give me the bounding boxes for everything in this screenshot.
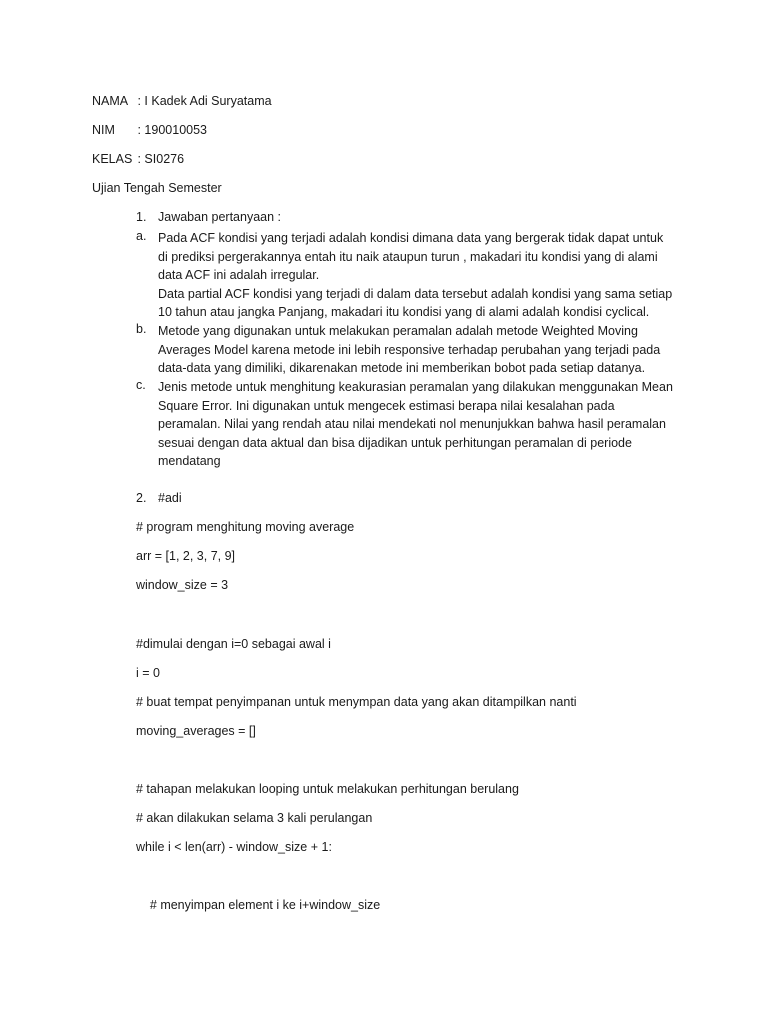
answer-b-text (158, 322, 718, 378)
answer-a-marker: a. (136, 229, 147, 243)
nim-label: NIM (92, 123, 115, 137)
answer-b-marker: b. (136, 322, 147, 336)
q1-number: 1. (136, 210, 147, 224)
code-line: while i < len(arr) - window_size + 1: (136, 840, 332, 854)
q2-title: #adi (158, 491, 182, 505)
q1-title: Jawaban pertanyaan : (158, 210, 282, 224)
answer-c-line: Jenis metode untuk menghitung keakurasian peramalan yang dilakukan menggunakan Mean (158, 380, 673, 394)
code-comment: #dimulai dengan i=0 sebagai awal i (136, 637, 331, 651)
answer-c-line: Square Error. Ini digunakan untuk mengecek estimasi berapa nilai kesalahan pada (158, 398, 615, 413)
nama-value: : I Kadek Adi Suryatama (137, 94, 272, 108)
answer-b-line: Metode yang digunakan untuk melakukan peramalan adalah metode Weighted Moving (158, 324, 638, 338)
answer-a-line: Pada ACF kondisi yang terjadi adalah kondisi dimana data yang bergerak tidak dapat untuk (158, 231, 664, 245)
nim-value: : 190010053 (137, 123, 207, 137)
answer-a-line: 10 tahun atau jangka Panjang, makadari itu kondisi yang di alami adalah kondisi cyclical. (158, 305, 650, 320)
answer-c-marker: c. (136, 378, 146, 392)
exam-title: Ujian Tengah Semester (92, 181, 222, 195)
code-comment: # buat tempat penyimpanan untuk menympan data yang akan ditampilkan nanti (136, 695, 577, 709)
kelas-value: : SI0276 (137, 152, 185, 166)
answer-c-line: sesuai dengan data aktual dan bisa dijadikan untuk perhitungan peramalan di periode (158, 435, 632, 450)
code-comment: # menyimpan element i ke i+window_size (136, 898, 381, 912)
nama-label: NAMA (92, 94, 129, 108)
answer-c-line: mendatang (158, 454, 221, 469)
answer-a-text (158, 229, 718, 322)
answer-a-line: Data partial ACF kondisi yang terjadi di dalam data tersebut adalah kondisi yang sama setiap (158, 286, 673, 301)
code-comment: # program menghitung moving average (136, 520, 355, 534)
kelas-label: KELAS (92, 152, 133, 166)
answer-b-line: data-data yang dimiliki, dikarenakan metode ini memberikan bobot pada setiap datanya. (158, 361, 646, 376)
kelas-row (92, 152, 184, 166)
code-comment: # akan dilakukan selama 3 kali perulangan (136, 811, 373, 825)
nim-row (92, 123, 207, 137)
nama-row (92, 94, 272, 108)
code-line: i = 0 (136, 666, 160, 680)
answer-b-line: Averages Model karena metode ini lebih responsive terhadap perubahan yang terjadi pada (158, 342, 661, 357)
q2-number: 2. (136, 491, 147, 505)
answer-c-text (158, 378, 718, 471)
code-line: arr = [1, 2, 3, 7, 9] (136, 549, 236, 563)
answer-c-line: peramalan. Nilai yang rendah atau nilai mendekati nol menunjukkan bahwa hasil peramalan (158, 417, 666, 432)
code-line: moving_averages = [] (136, 724, 256, 738)
answer-a-line: data ACF ini adalah irregular. (158, 268, 320, 283)
answer-a-line: di prediksi pergerakannya entah itu naik ataupun turun , makadari itu kondisi yang di alami (158, 249, 658, 264)
code-comment: # tahapan melakukan looping untuk melakukan perhitungan berulang (136, 782, 519, 796)
code-line: window_size = 3 (136, 578, 229, 592)
